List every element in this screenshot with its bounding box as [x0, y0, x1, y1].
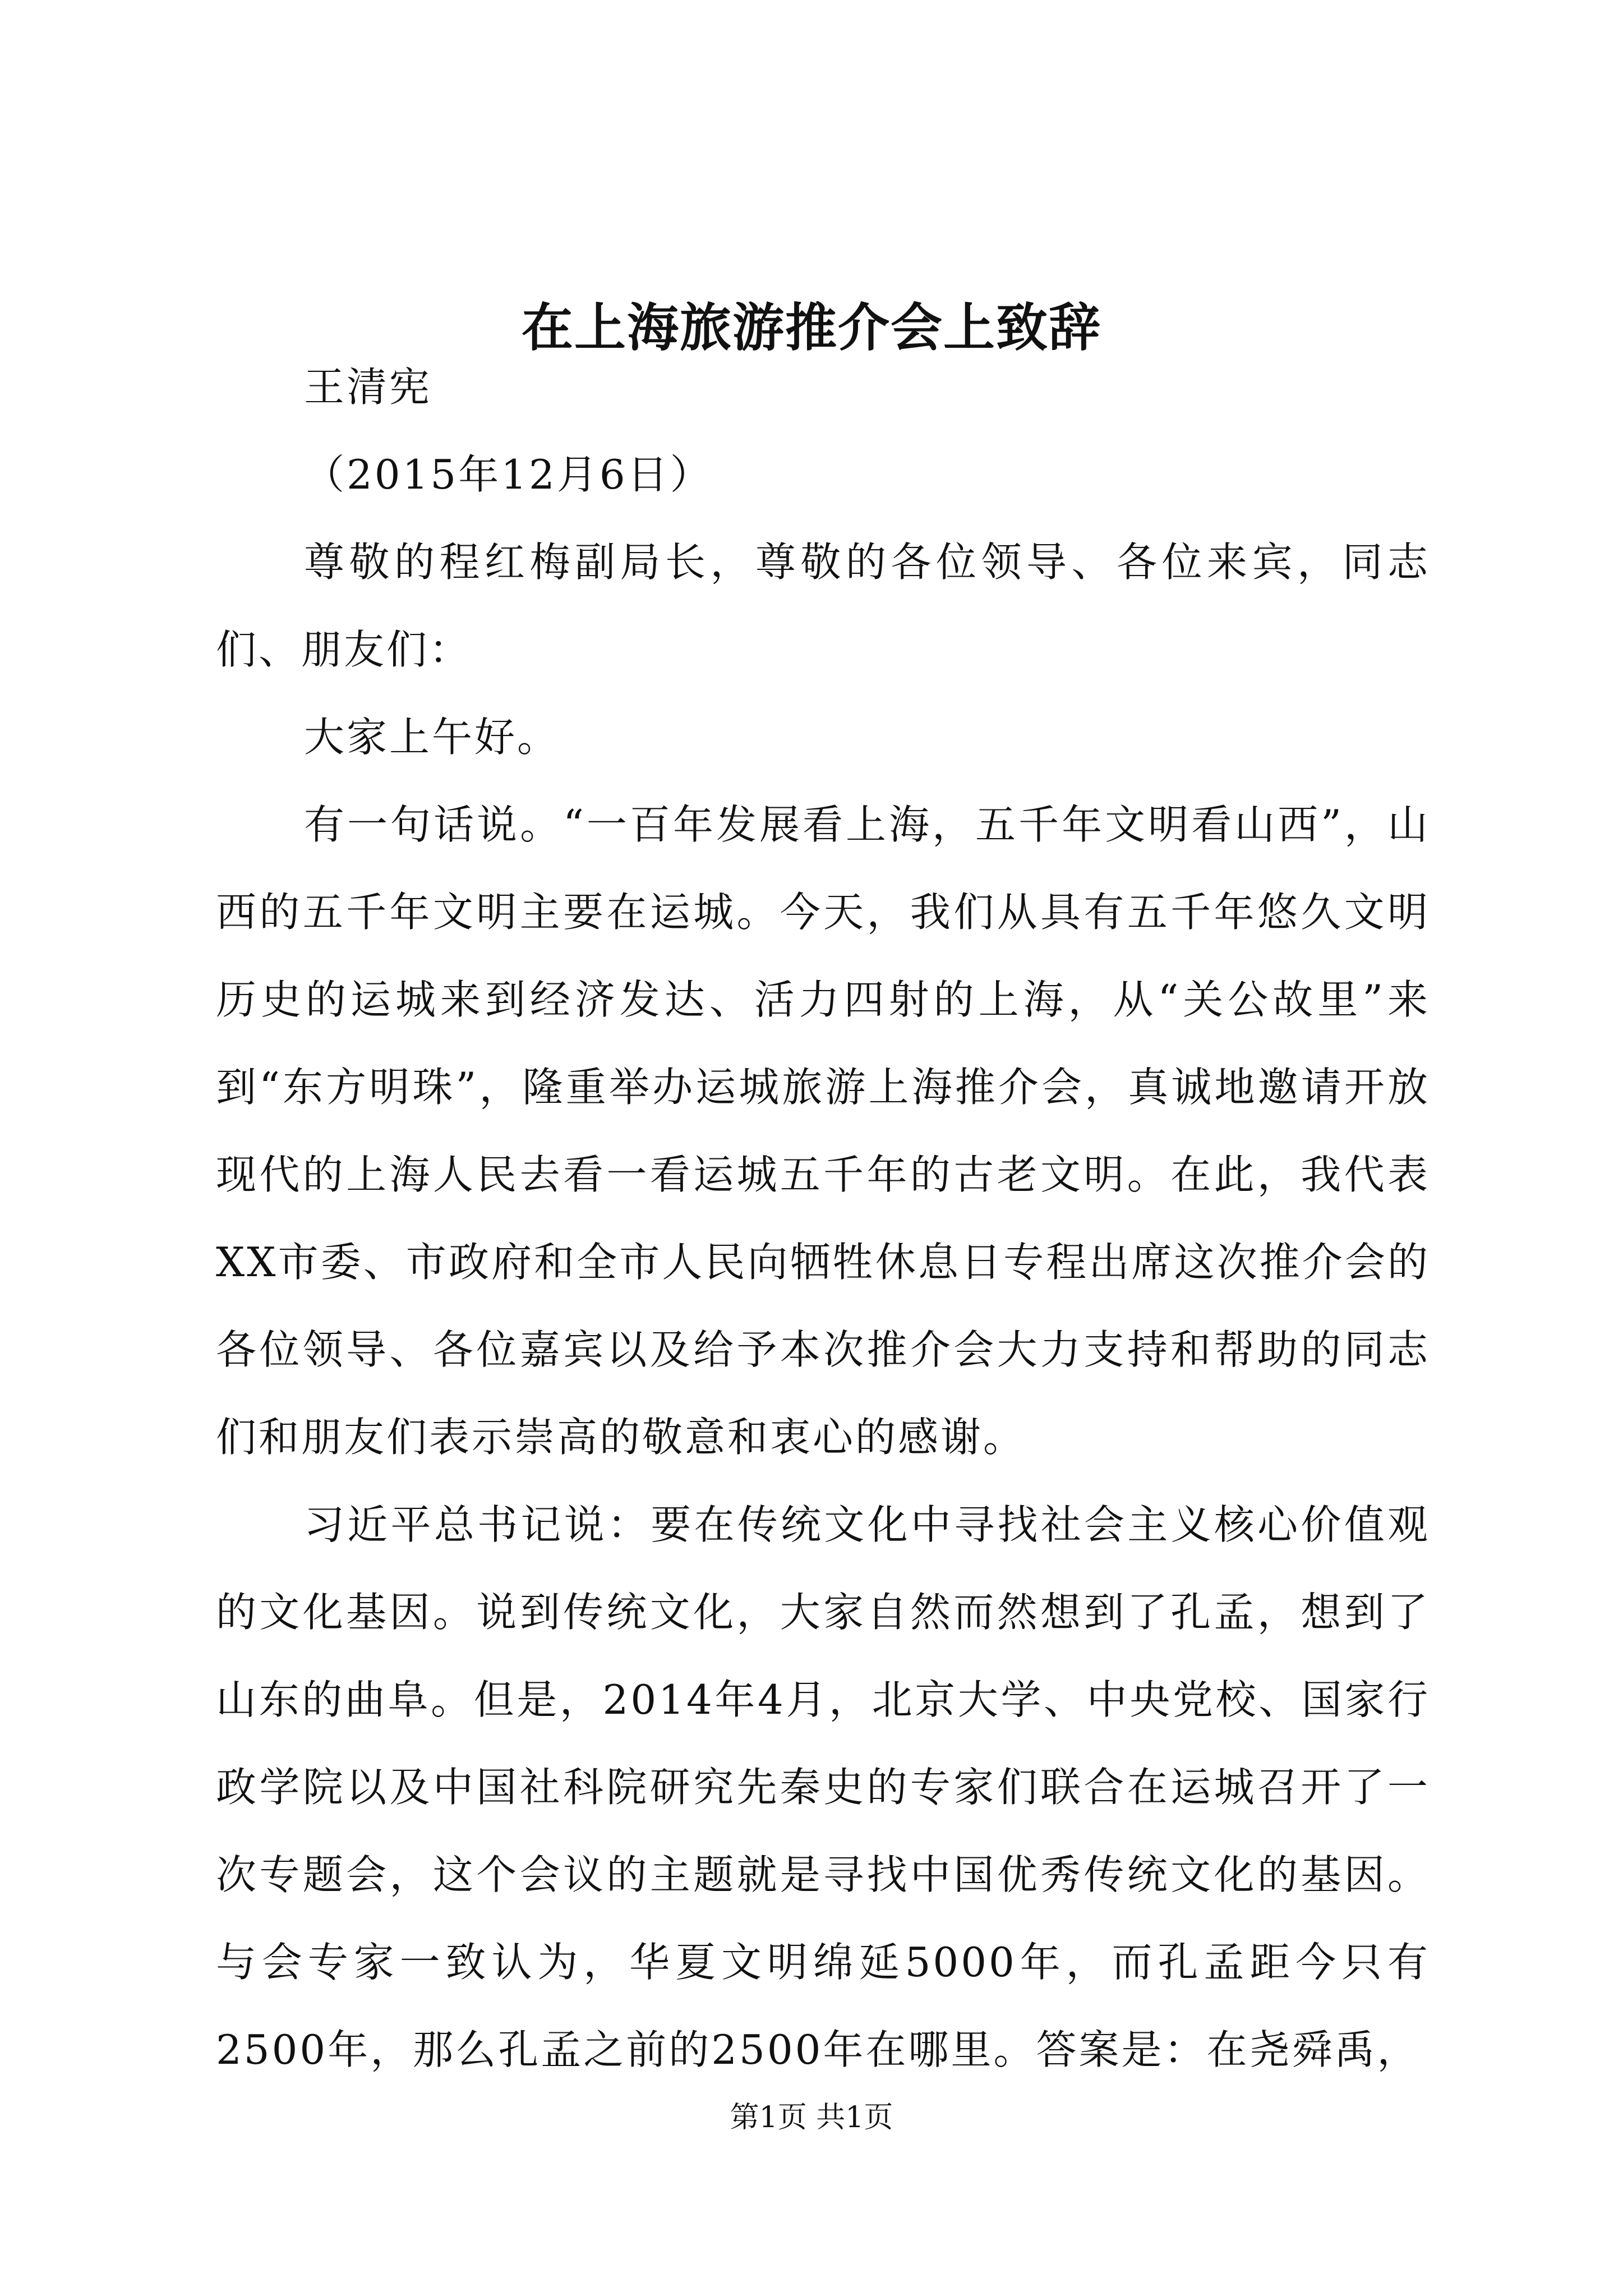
body-paragraph: 有一句话说。“一百年发展看上海，五千年文明看山西”，山西的五千年文明主要在运城。今天，我们从具有五千年悠久文明历史的运城来到经济发达、活力四射的上海，从“关公故里”来到“东方明珠”，隆重举办运城旅游上海推介会，真诚地邀请开放现代的上海人民去看一看运城五千年的古老文明。在此，我代表XX市委、市政府和全市人民向牺牲休息日专程出席这次推介会的各位领导、各位嘉宾以及给予本次推介会大力支持和帮助的同志们和朋友们表示崇高的敬意和衷心的感谢。 [216, 801, 1430, 1461]
document-body [216, 343, 1430, 2093]
body-paragraph: 习近平总书记说：要在传统文化中寻找社会主义核心价值观的文化基因。说到传统文化，大家自然而然想到了孔孟，想到了山东的曲阜。但是，2014年4月，北京大学、中央党校、国家行政学院以及中国社科院研究先秦史的专家们联合在运城召开了一次专题会，这个会议的主题就是寻找中国优秀传统文化的基因。与会专家一致认为，华夏文明绵延5000年，而孔孟距今只有2500年，那么孔孟之前的2500年在哪里。答案是：在尧舜禹， [216, 1501, 1430, 2073]
date-line: （2015年12月6日） [304, 451, 713, 498]
document-title: 在上海旅游推介会上致辞 [521, 298, 1101, 358]
greeting-paragraph: 大家上午好。 [304, 714, 560, 761]
author-line: 王清宪 [304, 364, 432, 411]
page-footer: 第1页 共1页 [730, 2101, 893, 2134]
salutation-paragraph: 尊敬的程红梅副局长，尊敬的各位领导、各位来宾，同志们、朋友们： [216, 539, 1430, 673]
